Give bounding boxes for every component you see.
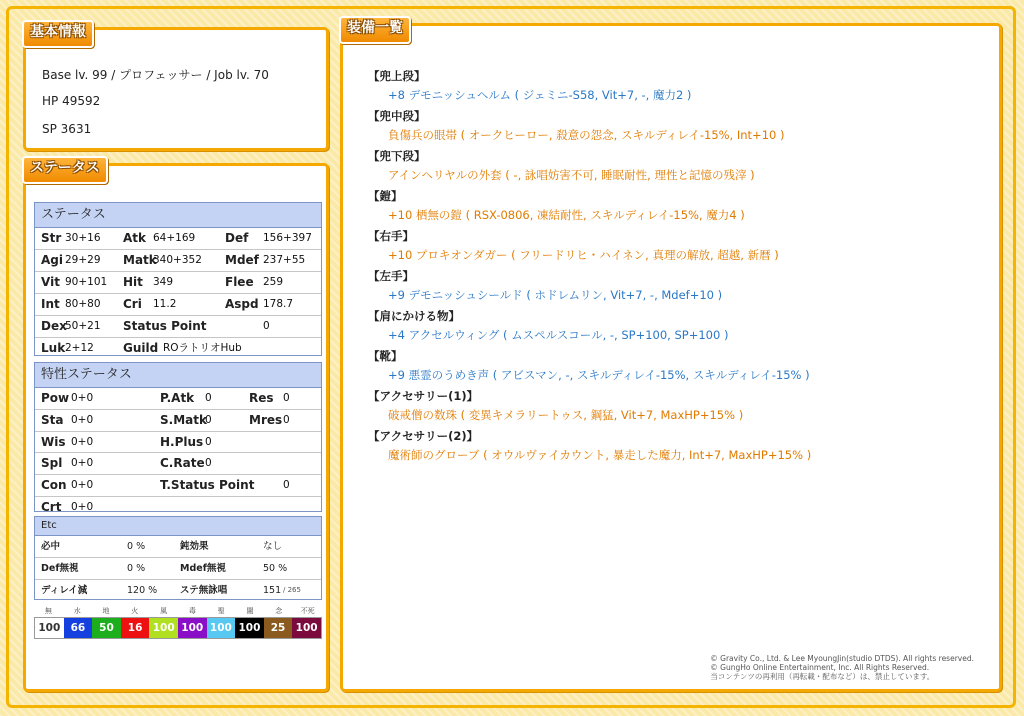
element-value: 50 [92,618,121,638]
trait-v1: 0+0 [71,435,94,448]
trait-k2: T.Status Point [160,478,255,493]
status-k3: Aspd [225,297,259,311]
base-status-table [34,202,322,356]
trait-k3: Mres [249,412,283,427]
trait-v3: 0 [283,413,290,426]
equipment-slot-label: 【兜下段】 [368,149,426,163]
status-k1: Dex [41,319,67,333]
equipment-item: 魔術師のグローブ ( オウルヴァイカウント, 暴走した魔力, Int+7, MaxHP+15% ) [388,448,812,462]
status-v1: 2+12 [65,342,94,354]
trait-k2: C.Rate [160,456,205,471]
equipment-panel-title: 装備一覧 [339,16,411,44]
element-label: 闇 [246,607,254,615]
sp-line: SP 3631 [42,122,92,136]
element-value: 100 [149,618,178,638]
element-label: 地 [102,607,110,615]
trait-v2: 0 [205,435,212,448]
trait-row [35,475,321,497]
equipment-item: +10 プロキオンダガー ( フリードリヒ・ハイネン, 真理の解放, 超越, 新暦 ) [388,248,779,262]
etc-k2: ステ無詠唱 [180,585,228,596]
copyright-notice [710,654,974,681]
equipment-slot-label: 【左手】 [368,269,414,283]
trait-k1: Pow [41,391,70,405]
status-v1: 90+101 [65,276,108,288]
trait-v3: 0 [283,392,290,404]
trait-k1: Crt [41,499,62,514]
status-row [35,316,321,338]
etc-k1: ディレイ減 [41,585,88,596]
status-v1: 80+80 [65,298,101,310]
status-k2: Atk [123,231,147,245]
trait-v2: 0 [205,413,212,426]
copyright-line: © Gravity Co., Ltd. & Lee MyoungJin(studio DTDS). All rights reserved. [710,654,974,663]
etc-k2: Mdef無視 [180,563,226,574]
status-v3: 178.7 [263,298,294,310]
status-k3: Mdef [225,253,259,267]
etc-k2: 鈍効果 [180,541,209,552]
etc-row [35,580,321,601]
status-k1: Luk [41,341,66,355]
status-v3: 0 [263,320,270,332]
status-v2: 11.2 [153,298,177,310]
trait-status-table [34,362,322,512]
equipment-item: +8 デモニッシュヘルム ( ジェミニ-S58, Vit+7, -, 魔力2 ) [388,88,692,102]
trait-v1: 0+0 [71,479,94,492]
etc-v1: 0 % [127,541,146,552]
status-v3: 156+397 [263,232,312,244]
trait-v2: 0 [205,392,212,404]
trait-k1: Spl [41,456,63,471]
trait-row [35,410,321,432]
status-k3: Flee [225,275,254,289]
status-v2: 340+352 [153,254,202,266]
equipment-slot-label: 【靴】 [368,349,403,363]
equipment-slot-label: 【アクセサリー(2)】 [368,429,479,443]
status-v2: 64+169 [153,232,196,244]
trait-row [35,497,321,518]
trait-k2: P.Atk [160,391,195,405]
equipment-slot-label: 【兜上段】 [368,69,426,83]
status-row [35,338,321,359]
status-k1: Int [41,297,60,311]
trait-k2: S.Matk [160,412,207,427]
basic-info-panel [23,24,329,151]
element-resist-bar [34,617,322,639]
equipment-slot-label: 【アクセサリー(1)】 [368,389,479,403]
status-row [35,272,321,294]
status-k2: Matk [123,253,157,267]
etc-row [35,558,321,580]
trait-v3: 0 [283,479,290,492]
trait-k1: Con [41,478,67,493]
status-k3: Def [225,231,249,245]
element-label: 風 [160,607,168,615]
equipment-slot-label: 【鎧】 [368,189,403,203]
trait-v1: 0+0 [71,500,94,513]
status-v1: 29+29 [65,254,101,266]
element-label: 火 [131,607,139,615]
status-k2: Cri [123,297,142,311]
status-v2: ROラトリオHub [163,342,242,354]
status-v2: 349 [153,276,174,288]
status-v1: 50+21 [65,320,101,332]
equipment-panel [340,20,1002,692]
equipment-slot-label: 【肩にかける物】 [368,309,460,323]
etc-k1: Def無視 [41,563,79,574]
status-k2: Status Point [123,319,207,333]
trait-v2: 0 [205,457,212,470]
status-k1: Str [41,231,62,245]
base-status-header: ステータス [35,203,321,228]
status-v1: 30+16 [65,232,101,244]
element-label: 念 [275,607,283,615]
trait-row [35,388,321,410]
etc-k1: 必中 [41,541,61,552]
element-value: 16 [121,618,150,638]
element-value: 25 [264,618,293,638]
element-value: 100 [207,618,236,638]
status-row [35,228,321,250]
status-row [35,250,321,272]
element-label: 不死 [300,607,315,615]
trait-v1: 0+0 [71,392,94,404]
basic-info-title: 基本情報 [22,20,94,48]
etc-table [34,516,322,600]
element-value: 66 [64,618,93,638]
equipment-item: +9 デモニッシュシールド ( ホドレムリン, Vit+7, -, Mdef+10 ) [388,288,723,302]
equipment-item: +4 アクセルウィング ( ムスペルスコール, -, SP+100, SP+100 ) [388,328,729,342]
element-label: 毒 [188,607,196,615]
status-k1: Agi [41,253,63,267]
element-label: 水 [73,607,81,615]
trait-k1: Sta [41,412,64,427]
etc-v2: なし [263,541,283,552]
status-panel-title: ステータス [22,156,108,184]
status-panel [23,160,329,692]
element-value: 100 [292,618,321,638]
copyright-line: © GungHo Online Entertainment, Inc. All Rights Reserved. [710,663,930,672]
trait-status-header: 特性ステータス [35,363,321,388]
etc-v2: 151 [263,585,282,596]
etc-v2: 50 % [263,563,288,574]
equipment-slot-label: 【右手】 [368,229,414,243]
trait-v1: 0+0 [71,413,94,426]
status-v3: 237+55 [263,254,306,266]
status-row [35,294,321,316]
element-value: 100 [235,618,264,638]
etc-row [35,536,321,558]
etc-v1: 0 % [127,563,146,574]
status-v3: 259 [263,276,284,288]
etc-header: Etc [35,517,321,536]
trait-v1: 0+0 [71,457,94,470]
trait-row [35,453,321,475]
status-k2: Hit [123,275,143,289]
element-label: 無 [44,607,52,615]
element-labels [34,606,322,616]
status-k1: Vit [41,275,60,289]
hp-line: HP 49592 [42,94,101,108]
base-level-line: Base lv. 99 / プロフェッサー / Job lv. 70 [42,68,269,82]
equipment-slot-label: 【兜中段】 [368,109,426,123]
etc-sub: / 265 [283,586,301,594]
trait-row [35,432,321,454]
equipment-item: アインヘリヤルの外套 ( -, 詠唱妨害不可, 睡眠耐性, 理性と記憶の残滓 ) [388,168,755,182]
equipment-item: 負傷兵の眼帯 ( オークヒーロー, 殺意の怨念, スキルディレイ-15%, Int+10 ) [388,128,785,142]
copyright-line: 当コンテンツの再利用（再転載・配布など）は、禁止しています。 [710,672,935,681]
equipment-item: +10 栖無の鎧 ( RSX-0806, 凍結耐性, スキルディレイ-15%, 魔力4 ) [388,208,745,222]
equipment-item: +9 悪霊のうめき声 ( アビスマン, -, スキルディレイ-15%, スキルディレイ-15% ) [388,368,810,382]
element-value: 100 [178,618,207,638]
trait-k3: Res [249,391,274,405]
etc-v1: 120 % [127,585,158,596]
equipment-item: 破戒僧の数珠 ( 変異キメラリートゥス, 鋼猛, Vit+7, MaxHP+15% ) [388,408,744,422]
trait-k2: H.Plus [160,434,204,449]
trait-k1: Wis [41,434,66,449]
status-k2: Guild [123,341,159,355]
element-label: 聖 [217,607,225,615]
element-value: 100 [35,618,64,638]
